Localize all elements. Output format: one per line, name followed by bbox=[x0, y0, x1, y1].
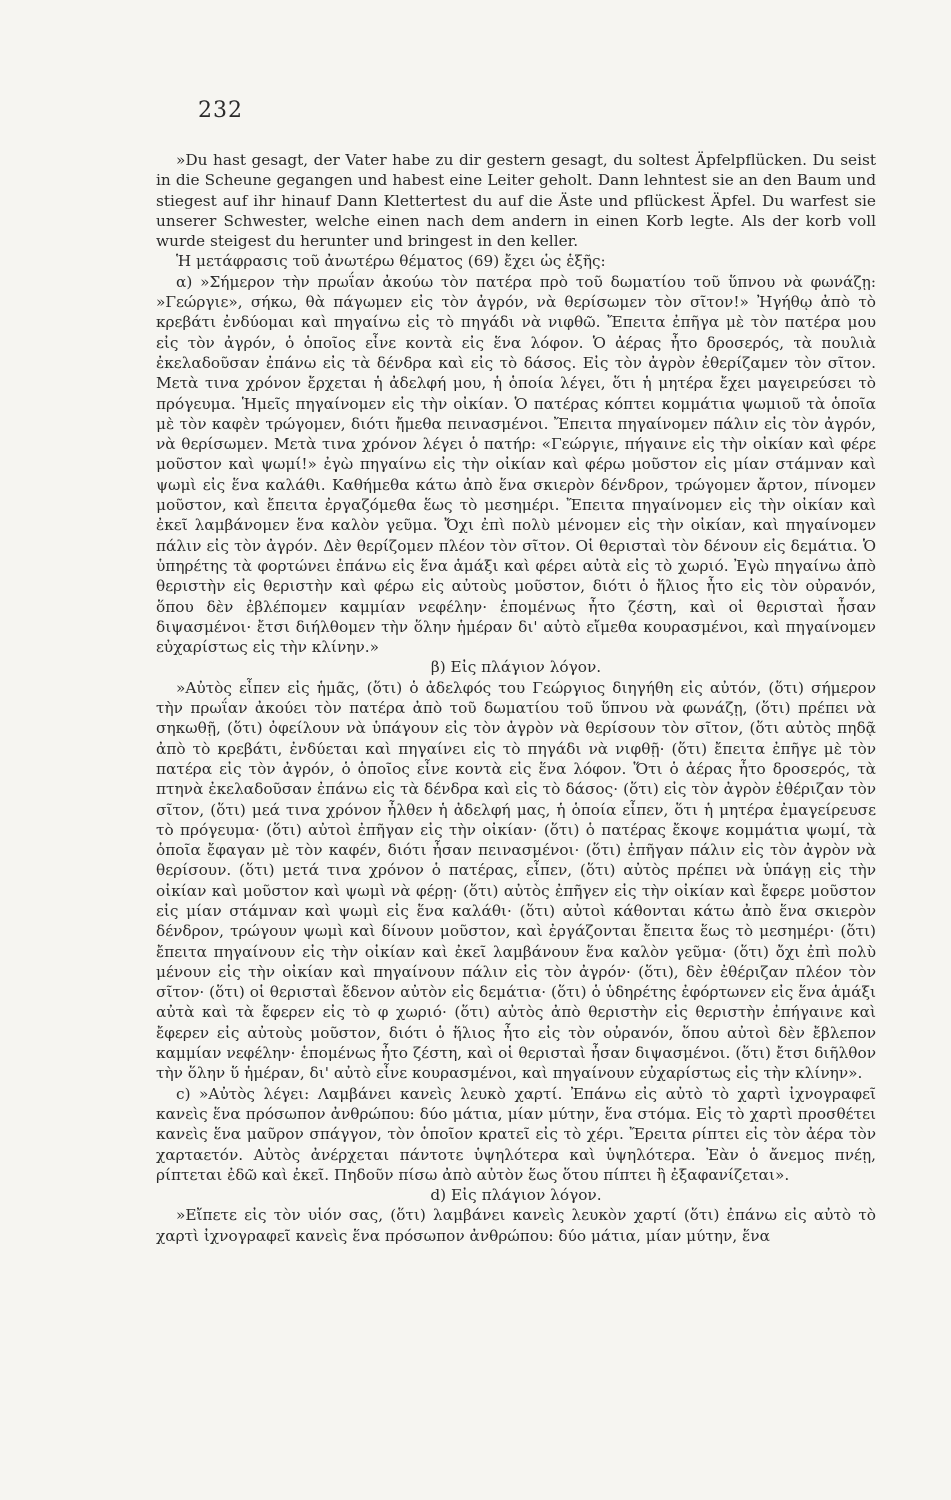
section-a-paragraph: α) »Σήμερον τὴν πρωΐαν ἀκούω τὸν πατέρα πρὸ τοῦ δωματίου τοῦ ὕπνου νὰ φωνάζῃ: »Γεώργιε», σήκω, θὰ πάγωμεν εἰς τὸν ἀγρόν, νὰ θερίσωμεν τὸν σῖτον!» Ἠγήθῳ ἀπὸ τὸ κρεβάτι ἐνδύομαι καὶ πηγαίνω εἰς τὸ πηγάδι νὰ νιφθῶ. Ἔπειτα ἐπῆγα μὲ τὸν πατέρα μου εἰς τὸν ἀγρόν, ὁ ὁποῖος εἶνε κοντὰ εἰς ἕνα λόφον. Ὁ ἀέρας ἦτο δροσερός, τὰ πουλιὰ ἐκελαδοῦσαν ἐπάνω εἰς τὰ δένδρα καὶ εἰς τὸ δάσος. Εἰς τὸν ἀγρὸν ἐθερίζαμεν τὸν σῖτον. Μετὰ τινα χρόνον ἔρχεται ἡ ἀδελφή μου, ἡ ὁποία λέγει, ὅτι ἡ μητέρα ἔχει μαγειρεύσει τὸ πρόγευμα. Ἡμεῖς πηγαίνομεν εἰς τὴν οἰκίαν. Ὁ πατέρας κόπτει κομμάτια ψωμιοῦ τὰ ὁποῖα μὲ τὸν καφὲν τρώγομεν, διότι ἤμεθα πεινασμένοι. Ἔπειτα πηγαίνομεν πάλιν εἰς τὸν ἀγρόν, νὰ θερίσωμεν. Μετὰ τινα χρόνον λέγει ὁ πατήρ: «Γεώργιε, πήγαινε εἰς τὴν οἰκίαν καὶ φέρε μοῦστον καὶ ψωμί!» ἐγὼ πηγαίνω εἰς τὴν οἰκίαν καὶ φέρω μοῦστον εἰς μίαν στάμναν καὶ ψωμὶ εἰς ἕνα καλάθι. Καθήμεθα κάτω ἀπὸ ἕνα σκιερὸν δένδρον, τρώγομεν ἄρτον, πίνομεν μοῦστον, καὶ ἔπειτα ἐργαζόμεθα ἕως τὸ μεσημέρι. Ἔπειτα πηγαίνομεν εἰς τὴν οἰκίαν καὶ ἐκεῖ λαμβάνομεν ἕνα καλὸν γεῦμα. Ὄχι ἐπὶ πολὺ μένομεν εἰς τὴν οἰκίαν, καὶ πηγαίνομεν πάλιν εἰς τὸν ἀγρόν. Δὲν θερίζομεν πλέον τὸν σῖτον. Οἱ θερισταὶ τὸν δένουν εἰς δεμάτια. Ὁ ὑπηρέτης τὰ φορτώνει ἐπάνω εἰς ἕνα ἁμάξι καὶ φέρει αὐτὰ εἰς τὸ χωριό. Ἐγὼ πηγαίνω ἀπὸ θεριστὴν εἰς θεριστὴν καὶ φέρω εἰς αὐτοὺς μοῦστον, διότι ὁ ἥλιος ἦτο εἰς τὸν οὐρανόν, ὅπου δὲν ἐβλέπομεν καμμίαν νεφέλην· ἑπομένως ἦτο ζέστη, καὶ οἱ θερισταὶ ἦσαν διψασμένοι· ἔτσι διήλθομεν τὴν ὅλην ἡμέραν δι' αὐτὸ εἴμεθα κουρασμένοι, καὶ πηγαίνομεν εὐχαρίστως εἰς τὴν κλίνην.» bbox=[156, 272, 876, 657]
section-d-heading: d) Εἰς πλάγιον λόγον. bbox=[430, 1186, 602, 1205]
section-c-paragraph: c) »Αὐτὸς λέγει: Λαμβάνει κανεὶς λευκὸ χαρτί. Ἐπάνω εἰς αὐτὸ τὸ χαρτὶ ἰχνογραφεῖ κανεὶς ἕνα πρόσωπον ἀνθρώπου: δύο μάτια, μίαν μύτην, ἕνα στόμα. Εἰς τὸ χαρτὶ προσθέτει κανεὶς ἕνα μαῦρον σπάγγον, τὸν ὁποῖον κρατεῖ εἰς τὸ χέρι. Ἔρειτα ρίπτει εἰς τὸν ἀέρα τὸν χαρταετόν. Αὐτὸς ἀνέρχεται πάντοτε ὑψηλότερα καὶ ὑψηλότερα. Ἐὰν ὁ ἄνεμος πνέῃ, ρίπτεται ἐδῶ καὶ ἐκεῖ. Πηδοῦν πίσω ἀπὸ αὐτὸν ἕως ὅτου πίπτει ἢ ἐξαφανίζεται». bbox=[156, 1084, 876, 1184]
page-number: 232 bbox=[198, 98, 243, 123]
section-d-paragraph: »Εἴπετε εἰς τὸν υἱόν σας, (ὅτι) λαμβάνει κανεὶς λευκὸν χαρτί (ὅτι) ἐπάνω εἰς αὐτὸ τὸ χαρτὶ ἰχνογραφεῖ κανεὶς ἕνα πρόσωπον ἀνθρώπου: δύο μάτια, μίαν μύτην, ἕνα bbox=[156, 1206, 876, 1245]
german-paragraph: »Du hast gesagt, der Vater habe zu dir gestern gesagt, du soltest Äpfelpflücken. Du seist in die Scheune gegangen und habest eine Leiter geholt. Dann lehntest sie an den Baum und stiegest auf ihr hinauf Dann Klettertest du auf die Äste und pflückest Äpfel. Du warfest sie unserer Schwester, welche einen nach dem andern in einen Korb legte. Als der korb voll wurde steigest du herunter und bringest in den keller. bbox=[156, 151, 876, 251]
page-body bbox=[156, 150, 876, 1246]
intro-line: Ἡ μετάφρασις τοῦ ἀνωτέρω θέματος (69) ἔχει ὡς ἑξῆς: bbox=[176, 252, 606, 271]
section-b-paragraph: »Αὐτὸς εἶπεν εἰς ἡμᾶς, (ὅτι) ὁ ἀδελφός του Γεώργιος διηγήθη εἰς αὐτόν, (ὅτι) σήμερον τὴν πρωΐαν ἀκούει τὸν πατέρα ἀπὸ τοῦ δωματίου τοῦ ὕπνου νὰ φωνάζῃ, (ὅτι) πρέπει νὰ σηκωθῇ, (ὅτι) ὀφείλουν νὰ ὑπάγουν εἰς τὸν ἀγρὸν νὰ θερίσουν τὸν σῖτον, (ὅτι αὐτὸς πηδᾷ ἀπὸ τὸ κρεβάτι, ἐνδύεται καὶ πηγαίνει εἰς τὸ πηγάδι νὰ νιφθῇ· (ὅτι) ἔπειτα ἐπῆγε μὲ τὸν πατέρα εἰς τὸν ἀγρόν, ὁ ὁποῖος εἶνε κοντὰ εἰς ἕνα λόφον. Ὅτι ὁ ἀέρας ἦτο δροσερός, τὰ πτηνὰ ἐκελαδοῦσαν ἐπάνω εἰς τὰ δένδρα καὶ εἰς τὸ δάσος· (ὅτι) εἰς τὸν ἀγρὸν ἐθέριζαν τὸν σῖτον, (ὅτι) μεά τινα χρόνον ἦλθεν ἡ ἀδελφή μας, ἡ ὁποία εἶπεν, ὅτι ἡ μητέρα ἐμαγείρευσε τὸ πρόγευμα· (ὅτι) αὐτοὶ ἐπῆγαν εἰς τὴν οἰκίαν· (ὅτι) ὁ πατέρας ἔκοψε κομμάτια ψωμί, τὰ ὁποῖα ἔφαγαν μὲ τὸν καφέν, διότι ἦσαν πεινασμένοι· (ὅτι) ἐπῆγαν πάλιν εἰς τὸν ἀγρὸν νὰ θερίσουν. (ὅτι) μετά τινα χρόνον ὁ πατέρας, εἶπεν, (ὅτι) αὐτὸς πρέπει νὰ ὑπάγῃ εἰς τὴν οἰκίαν καὶ μοῦστον καὶ ψωμὶ νὰ φέρῃ· (ὅτι) αὐτὸς ἐπῆγεν εἰς τὴν οἰκίαν καὶ ἔφερε μοῦστον εἰς μίαν στάμναν καὶ ψωμὶ εἰς ἕνα καλάθι· (ὅτι) αὐτοὶ κάθονται κάτω ἀπὸ ἕνα σκιερὸν δένδρον, τρώγουν ψωμὶ καὶ δίνουν μοῦστον, καὶ ἐργάζονται ἔπειτα ἕως τὸ μεσημέρι· (ὅτι) ἔπειτα πηγαίνουν εἰς τὴν οἰκίαν καὶ ἐκεῖ λαμβάνουν ἕνα καλὸν γεῦμα· (ὅτι) ὄχι ἐπὶ πολὺ μένουν εἰς τὴν οἰκίαν καὶ πηγαίνουν πάλιν εἰς τὸν ἀγρόν· (ὅτι), δὲν ἐθέριζαν πλέον τὸν σῖτον· (ὅτι) οἱ θερισταὶ ἔδενον αὐτὸν εἰς δεμάτια· (ὅτι) ὁ ὑδηρέτης ἐφόρτωνεν εἰς ἕνα ἁμάξι αὐτὰ καὶ τὰ ἔφερεν εἰς τὸ φ χωριό· (ὅτι) αὐτὸς ἀπὸ θεριστὴν εἰς θεριστὴν ἐπήγαινε καὶ ἔφερεν εἰς αὐτοὺς μοῦστον, διότι ὁ ἥλιος ἦτο εἰς τὸν οὐρανόν, ὅπου αὐτοὶ δὲν ἔβλεπον καμμίαν νεφέλην· ἑπομένως ἦτο ζέστη, καὶ οἱ θερισταὶ ἦσαν διψασμένοι. (ὅτι) ἔτσι διῆλθον τὴν ὅλην ὕ ἡμέραν, δι' αὐτὸ εἶνε κουρασμένοι, καὶ πηγαίνουν εὐχαρίστως εἰς τὴν κλίνην». bbox=[156, 678, 876, 1083]
section-b-heading: β) Εἰς πλάγιον λόγον. bbox=[430, 658, 602, 677]
